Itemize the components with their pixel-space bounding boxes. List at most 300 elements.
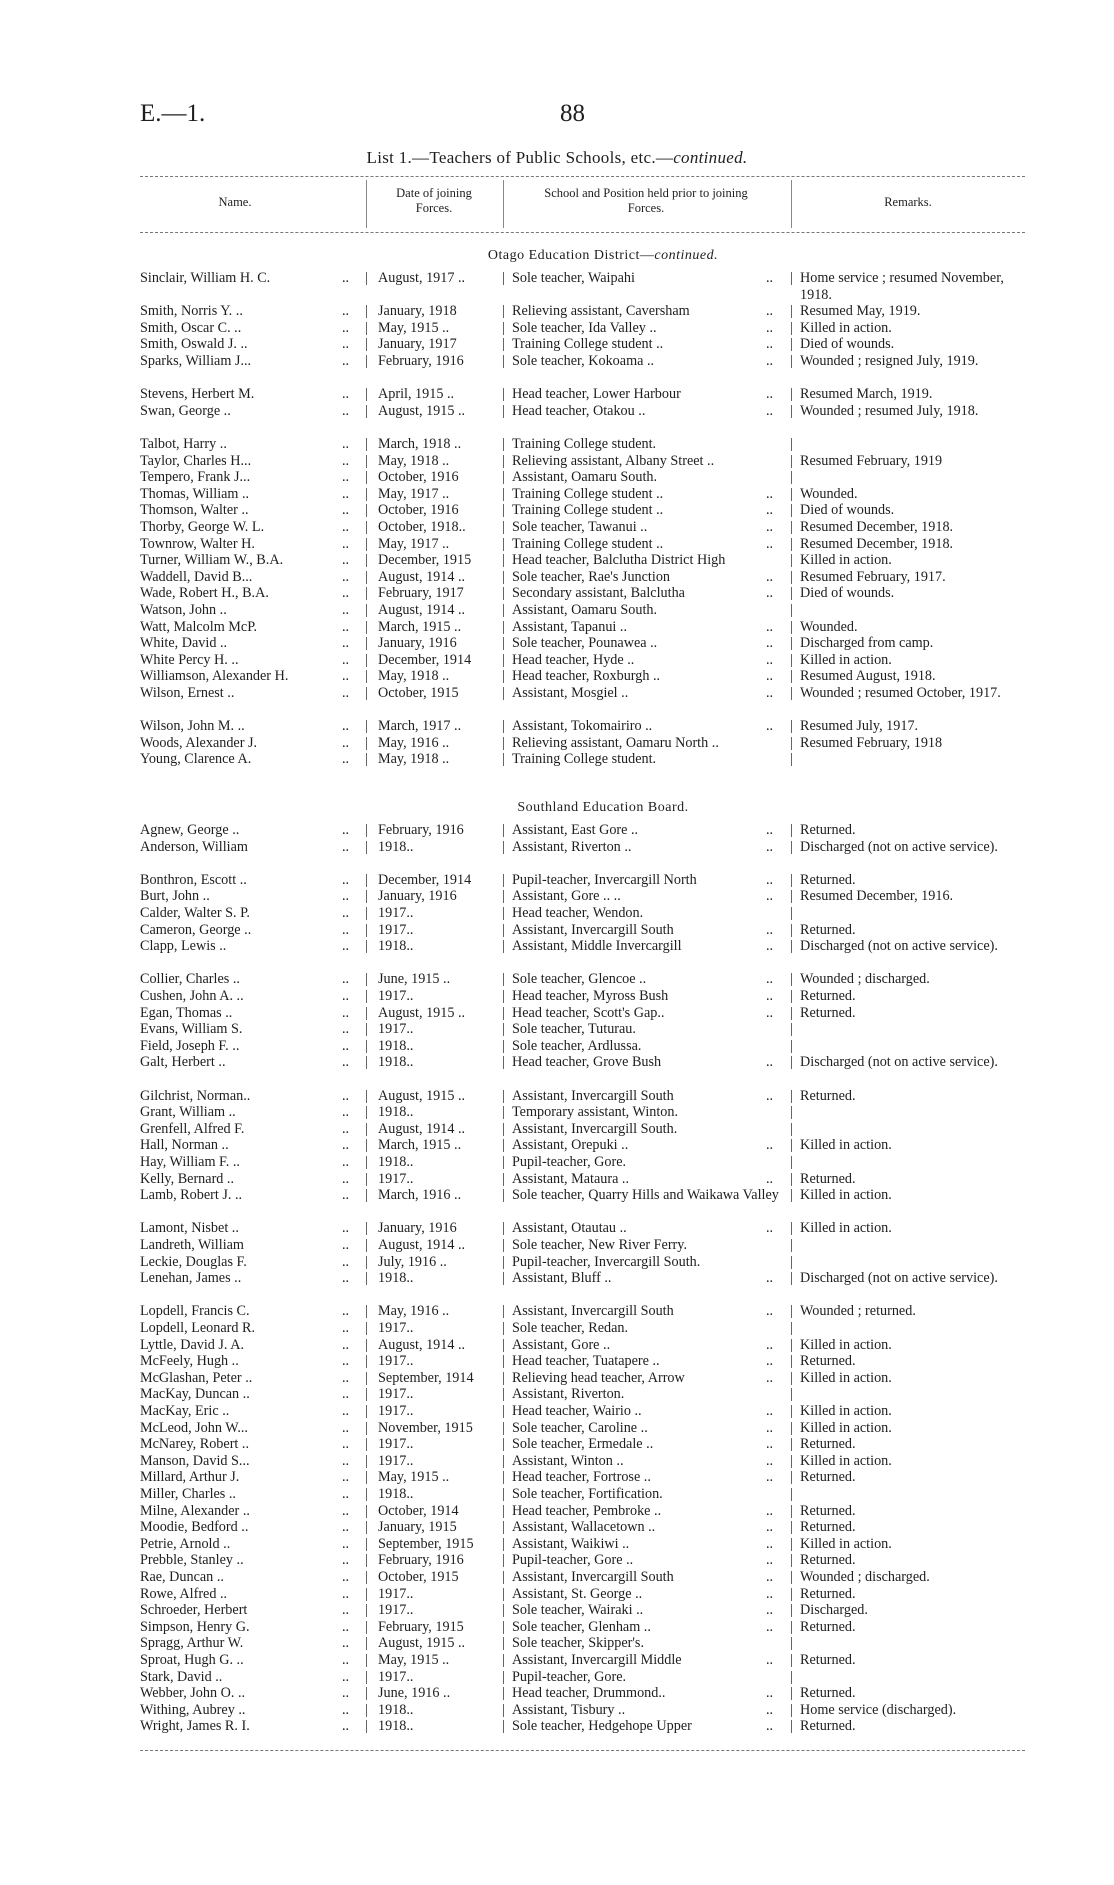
teacher-name: Taylor, Charles H... [140, 452, 252, 469]
teacher-name: Thomson, Walter .. [140, 502, 249, 519]
column-header-school-line1: School and Position held prior to joining [544, 186, 748, 200]
column-rule [791, 1139, 792, 1152]
column-rule [503, 1305, 504, 1318]
header-separator-3 [791, 180, 792, 228]
leader-dots: .. [766, 1569, 774, 1585]
join-date: May, 1918 .. [378, 668, 450, 685]
column-rule [366, 924, 367, 937]
table-row [0, 602, 1114, 619]
school-position: Assistant, Gore .. .. [512, 888, 621, 905]
column-rule [503, 1471, 504, 1484]
column-rule [503, 504, 504, 517]
column-rule [366, 1123, 367, 1136]
leader-dots: .. [342, 1469, 350, 1486]
join-date: May, 1915 .. [378, 1469, 450, 1486]
leader-dots: .. [342, 871, 350, 888]
column-rule [366, 488, 367, 501]
column-rule [503, 890, 504, 903]
join-date: October, 1916 [378, 502, 459, 519]
column-rule [791, 890, 792, 903]
table-row [0, 1403, 1114, 1420]
column-rule [366, 637, 367, 650]
column-rule [503, 571, 504, 584]
teacher-name: Williamson, Alexander H. [140, 668, 289, 685]
join-date: March, 1918 .. [378, 436, 462, 452]
leader-dots: .. [766, 1436, 774, 1453]
join-date: 1918.. [378, 1701, 414, 1718]
remarks-text: Returned. [800, 1087, 856, 1104]
remarks-text: Returned. [800, 1718, 856, 1735]
column-rule [366, 990, 367, 1003]
column-rule [503, 1488, 504, 1501]
column-rule [366, 621, 367, 634]
header-rule-bottom [140, 232, 1025, 233]
column-rule [791, 670, 792, 683]
column-rule [791, 973, 792, 986]
table-row [0, 1370, 1114, 1387]
teacher-name: Stark, David .. [140, 1668, 223, 1685]
column-header-school-line2: Forces. [627, 201, 665, 215]
table-row [0, 1420, 1114, 1437]
leader-dots: .. [766, 1502, 774, 1519]
join-date: 1918.. [378, 1054, 414, 1071]
column-rule [791, 654, 792, 667]
leader-dots: .. [766, 1718, 774, 1735]
column-rule [503, 1671, 504, 1684]
column-rule [503, 1588, 504, 1601]
remarks-text: Returned. [800, 871, 856, 888]
column-rule [366, 1372, 367, 1385]
leader-dots: .. [342, 1004, 350, 1021]
table-row [0, 436, 1114, 453]
teacher-name: White Percy H. .. [140, 651, 239, 668]
column-header-name-text: Name. [218, 195, 252, 209]
column-rule [366, 1405, 367, 1418]
remarks-text: Returned. [800, 1519, 856, 1536]
column-rule [366, 388, 367, 401]
table-row [0, 1702, 1114, 1719]
join-date: March, 1917 .. [378, 718, 462, 735]
column-rule [503, 1339, 504, 1352]
leader-dots: .. [342, 685, 350, 701]
leader-dots: .. [342, 303, 350, 320]
list-title [0, 148, 1114, 168]
column-rule [503, 1521, 504, 1534]
column-rule [791, 355, 792, 368]
column-rule [791, 1405, 792, 1418]
leader-dots: .. [342, 938, 350, 955]
school-position: Pupil-teacher, Gore .. [512, 1552, 634, 1569]
column-rule [791, 1173, 792, 1186]
remarks-text: Discharged from camp. [800, 635, 934, 652]
leader-dots: .. [342, 1170, 350, 1187]
teacher-name: Hall, Norman .. [140, 1137, 229, 1154]
leader-dots: .. [766, 1369, 774, 1386]
column-rule [791, 504, 792, 517]
column-rule [503, 1687, 504, 1700]
column-rule [503, 1704, 504, 1717]
table-row [0, 1386, 1114, 1403]
remarks-text: Returned. [800, 1585, 856, 1602]
school-position: Assistant, Invercargill South. [512, 1120, 678, 1137]
teacher-name: Cushen, John A. .. [140, 988, 244, 1004]
column-rule [791, 1339, 792, 1352]
join-date: 1917.. [378, 988, 414, 1004]
leader-dots: .. [766, 485, 774, 502]
leader-dots: .. [342, 1386, 350, 1403]
leader-dots: .. [342, 921, 350, 938]
column-rule [503, 990, 504, 1003]
school-position: Assistant, Invercargill South [512, 1569, 674, 1585]
table-row [0, 1552, 1114, 1569]
column-rule [791, 455, 792, 468]
teacher-name: Turner, William W., B.A. [140, 552, 284, 569]
leader-dots: .. [342, 319, 350, 336]
remarks-text: Home service ; resumed November, 1918. [800, 270, 1004, 303]
remarks-text: Home service (discharged). [800, 1701, 957, 1718]
school-position: Head teacher, Drummond.. [512, 1685, 666, 1702]
column-rule [791, 521, 792, 534]
school-position: Assistant, Otautau .. [512, 1220, 627, 1237]
column-header-date-line2: Forces. [415, 201, 453, 215]
table-row [0, 469, 1114, 486]
table-row [0, 1602, 1114, 1619]
leader-dots: .. [342, 1452, 350, 1469]
leader-dots: .. [342, 1320, 350, 1336]
school-position: Assistant, Wallacetown .. [512, 1519, 656, 1536]
leader-dots: .. [766, 822, 774, 838]
column-rule [366, 305, 367, 318]
school-position: Head teacher, Lower Harbour [512, 386, 681, 403]
remarks-text: Killed in action. [800, 1419, 892, 1436]
column-rule [366, 1687, 367, 1700]
remarks-text: Wounded ; resigned July, 1919. [800, 353, 979, 369]
column-rule [366, 1239, 367, 1252]
column-rule [503, 305, 504, 318]
table-row [0, 1088, 1114, 1105]
column-rule [366, 824, 367, 837]
leader-dots: .. [766, 1452, 774, 1469]
table-row [0, 1038, 1114, 1055]
table-row [0, 839, 1114, 856]
teacher-name: Rowe, Alfred .. [140, 1585, 228, 1602]
school-position: Head teacher, Wendon. [512, 905, 644, 921]
school-position: Assistant, Riverton .. [512, 838, 632, 855]
school-position: Training College student .. [512, 485, 664, 502]
teacher-name: Wilson, Ernest .. [140, 685, 235, 701]
school-position: Training College student .. [512, 502, 664, 519]
leader-dots: .. [342, 734, 350, 751]
column-rule [366, 438, 367, 451]
join-date: January, 1916 [378, 635, 457, 652]
leader-dots: .. [342, 1137, 350, 1154]
column-rule [366, 1305, 367, 1318]
teacher-name: Bonthron, Escott .. [140, 871, 247, 888]
school-position: Head teacher, Hyde .. [512, 651, 635, 668]
leader-dots: .. [342, 1602, 350, 1619]
column-rule [503, 1422, 504, 1435]
column-rule [503, 538, 504, 551]
school-position: Training College student. [512, 436, 657, 452]
school-position: Assistant, Invercargill Middle [512, 1652, 682, 1668]
table-row [0, 822, 1114, 839]
column-rule [791, 1571, 792, 1584]
column-rule [503, 604, 504, 617]
column-rule [366, 471, 367, 484]
leader-dots: .. [766, 519, 774, 535]
remarks-text: Resumed December, 1918. [800, 535, 954, 552]
leader-dots: .. [342, 1635, 350, 1652]
column-rule [791, 1505, 792, 1518]
school-position: Pupil-teacher, Gore. [512, 1668, 627, 1685]
list-title-main: List 1.—Teachers of Public Schools, etc.— [366, 148, 674, 167]
column-rule [503, 488, 504, 501]
column-rule [503, 1621, 504, 1634]
column-rule [503, 1372, 504, 1385]
teacher-name: Milne, Alexander .. [140, 1502, 250, 1519]
table-row [0, 1619, 1114, 1636]
teacher-name: Stevens, Herbert M. [140, 386, 255, 403]
table-row [0, 1337, 1114, 1354]
leader-dots: .. [766, 502, 774, 519]
column-rule [503, 1322, 504, 1335]
column-rule [503, 587, 504, 600]
column-rule [791, 841, 792, 854]
table-row [0, 1005, 1114, 1022]
remarks-text: Wounded. [800, 618, 858, 635]
join-date: January, 1918 [378, 303, 457, 320]
teacher-name: Cameron, George .. [140, 921, 252, 938]
school-position: Relieving assistant, Albany Street .. [512, 452, 715, 469]
leader-dots: .. [342, 751, 350, 768]
leader-dots: .. [766, 651, 774, 668]
teacher-name: Lyttle, David J. A. [140, 1336, 245, 1353]
column-rule [366, 1571, 367, 1584]
join-date: January, 1915 [378, 1519, 457, 1536]
column-rule [503, 720, 504, 733]
leader-dots: .. [342, 1353, 350, 1370]
column-rule [791, 1056, 792, 1069]
column-rule [791, 621, 792, 634]
column-rule [503, 1256, 504, 1269]
teacher-name: Smith, Norris Y. .. [140, 303, 243, 320]
teacher-name: Rae, Duncan .. [140, 1569, 224, 1585]
join-date: 1918.. [378, 1104, 414, 1121]
leader-dots: .. [766, 353, 774, 369]
join-date: August, 1915 .. [378, 1087, 466, 1104]
section-title-continued: continued. [654, 248, 719, 263]
column-rule [791, 571, 792, 584]
section-title [380, 248, 826, 264]
school-position: Sole teacher, Tawanui .. [512, 519, 648, 535]
school-position: Training College student .. [512, 336, 664, 353]
column-rule [366, 1090, 367, 1103]
column-rule [791, 405, 792, 418]
leader-dots: .. [342, 436, 350, 452]
column-rule [791, 338, 792, 351]
column-rule [791, 554, 792, 567]
table-row [0, 1021, 1114, 1038]
table-row [0, 685, 1114, 702]
leader-dots: .. [766, 1353, 774, 1370]
remarks-text: Wounded. [800, 485, 858, 502]
leader-dots: .. [766, 718, 774, 735]
school-position: Assistant, Middle Invercargill [512, 938, 682, 955]
column-rule [791, 924, 792, 937]
leader-dots: .. [766, 1170, 774, 1187]
leader-dots: .. [766, 618, 774, 635]
column-rule [791, 1040, 792, 1053]
remarks-text: Returned. [800, 988, 856, 1004]
column-rule [503, 272, 504, 285]
teacher-name: Lamb, Robert J. .. [140, 1187, 243, 1204]
remarks-text: Returned. [800, 921, 856, 938]
leader-dots: .. [766, 402, 774, 419]
column-rule [503, 621, 504, 634]
column-rule [503, 1123, 504, 1136]
column-rule [503, 338, 504, 351]
column-header-remarks [792, 195, 1024, 210]
column-rule [791, 1123, 792, 1136]
teacher-name: Manson, David S... [140, 1452, 250, 1469]
column-rule [791, 1305, 792, 1318]
table-row [0, 1519, 1114, 1536]
teacher-name: Young, Clarence A. [140, 751, 252, 768]
column-rule [366, 1139, 367, 1152]
teacher-name: Spragg, Arthur W. [140, 1635, 244, 1652]
leader-dots: .. [342, 1187, 350, 1204]
leader-dots: .. [342, 452, 350, 469]
column-rule [366, 1272, 367, 1285]
column-rule [503, 1156, 504, 1169]
leader-dots: .. [766, 1701, 774, 1718]
column-rule [366, 1222, 367, 1235]
teacher-name: McLeod, John W... [140, 1419, 248, 1436]
column-rule [366, 874, 367, 887]
table-row [0, 1154, 1114, 1171]
remarks-text: Killed in action. [800, 1369, 892, 1386]
school-position: Assistant, Tapanui .. [512, 618, 627, 635]
column-rule [503, 1173, 504, 1186]
column-rule [366, 1189, 367, 1202]
table-row [0, 1353, 1114, 1370]
column-rule [366, 1339, 367, 1352]
teacher-name: Sproat, Hugh G. .. [140, 1652, 244, 1668]
column-rule [791, 753, 792, 766]
header-separator-1 [366, 180, 367, 228]
teacher-name: Anderson, William [140, 838, 248, 855]
teacher-name: Wright, James R. I. [140, 1718, 250, 1735]
teacher-name: Swan, George .. [140, 402, 231, 419]
school-position: Sole teacher, New River Ferry. [512, 1237, 688, 1253]
school-position: Assistant, Mataura .. [512, 1170, 630, 1187]
remarks-text: Wounded ; returned. [800, 1303, 916, 1320]
remarks-text: Died of wounds. [800, 585, 895, 602]
leader-dots: .. [342, 1237, 350, 1253]
column-rule [791, 438, 792, 451]
column-rule [791, 1538, 792, 1551]
column-rule [791, 1322, 792, 1335]
column-rule [791, 1372, 792, 1385]
teacher-name: Hay, William F. .. [140, 1154, 240, 1170]
school-position: Sole teacher, Wairaki .. [512, 1602, 644, 1619]
remarks-text: Killed in action. [800, 552, 892, 569]
leader-dots: .. [342, 270, 350, 286]
column-rule [791, 1554, 792, 1567]
column-rule [791, 907, 792, 920]
join-date: May, 1918 .. [378, 452, 450, 469]
leader-dots: .. [342, 502, 350, 519]
teacher-name: Townrow, Walter H. [140, 535, 255, 552]
column-rule [366, 841, 367, 854]
leader-dots: .. [342, 668, 350, 685]
remarks-text: Resumed December, 1918. [800, 519, 954, 535]
remarks-text: Killed in action. [800, 319, 892, 336]
school-position: Training College student .. [512, 535, 664, 552]
table-row [0, 1187, 1114, 1204]
table-row [0, 453, 1114, 470]
leader-dots: .. [342, 1021, 350, 1038]
remarks-text: Died of wounds. [800, 502, 895, 519]
join-date: August, 1914 .. [378, 1237, 466, 1253]
remarks-text: Returned. [800, 1004, 856, 1021]
column-rule [791, 1471, 792, 1484]
table-row [0, 1171, 1114, 1188]
table-row [0, 1635, 1114, 1652]
remarks-text: Resumed February, 1919 [800, 452, 943, 469]
column-rule [791, 1239, 792, 1252]
leader-dots: .. [342, 1668, 350, 1685]
remarks-text: Killed in action. [800, 1187, 892, 1204]
join-date: May, 1917 .. [378, 535, 450, 552]
leader-dots: .. [766, 938, 774, 955]
leader-dots: .. [766, 1618, 774, 1635]
school-position: Secondary assistant, Balclutha [512, 585, 685, 602]
teacher-name: Agnew, George .. [140, 822, 240, 838]
leader-dots: .. [342, 1519, 350, 1536]
teacher-name: Evans, William S. [140, 1021, 243, 1038]
column-rule [366, 504, 367, 517]
join-date: 1917.. [378, 1386, 414, 1403]
leader-dots: .. [766, 685, 774, 701]
remarks-text: Returned. [800, 1469, 856, 1486]
join-date: February, 1915 [378, 1618, 464, 1635]
column-rule [366, 907, 367, 920]
column-rule [791, 824, 792, 837]
join-date: August, 1915 .. [378, 1635, 466, 1652]
leader-dots: .. [342, 1154, 350, 1170]
remarks-text: Returned. [800, 1618, 856, 1635]
remarks-text: Returned. [800, 1353, 856, 1370]
leader-dots: .. [766, 1585, 774, 1602]
leader-dots: .. [766, 838, 774, 855]
column-rule [366, 1173, 367, 1186]
table-row [0, 1137, 1114, 1154]
join-date: January, 1916 [378, 1220, 457, 1237]
table-row [0, 1569, 1114, 1586]
column-rule [503, 1189, 504, 1202]
join-date: 1917.. [378, 905, 414, 921]
teacher-name: Grenfell, Alfred F. [140, 1120, 245, 1137]
leader-dots: .. [342, 1120, 350, 1137]
column-rule [503, 924, 504, 937]
school-position: Head teacher, Tuatapere .. [512, 1353, 660, 1370]
school-position: Sole teacher, Skipper's. [512, 1635, 645, 1652]
column-rule [791, 1272, 792, 1285]
column-rule [366, 973, 367, 986]
column-rule [791, 488, 792, 501]
teacher-name: Galt, Herbert .. [140, 1054, 226, 1071]
